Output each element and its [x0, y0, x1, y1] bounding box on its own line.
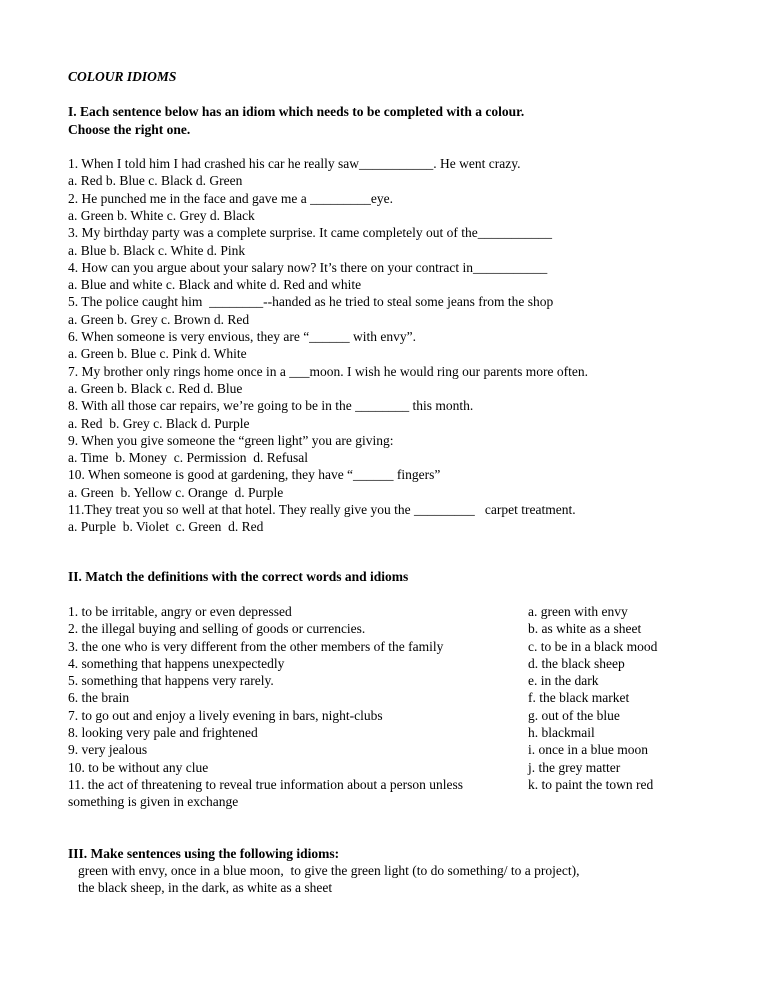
- section3-heading: III. Make sentences using the following idioms:: [68, 846, 340, 861]
- definition-item: 10. to be without any clue: [68, 759, 209, 775]
- definition-item: 8. looking very pale and frightened: [68, 725, 258, 741]
- definition-item: 6. the brain: [68, 690, 130, 706]
- idiom-item: f. the black market: [528, 690, 630, 706]
- question-11: 11.They treat you so well at that hotel. They really give you the _________ carpet treatment.: [68, 502, 576, 517]
- options-2: a. Green b. White c. Grey d. Black: [68, 207, 255, 223]
- definition-item: 4. something that happens unexpectedly: [68, 655, 285, 671]
- definition-item: 3. the one who is very different from the other members of the family: [68, 638, 444, 654]
- question-6: 6. When someone is very envious, they are “______ with envy”.: [68, 329, 417, 344]
- question-4: 4. How can you argue about your salary now? It’s there on your contract in___________: [68, 259, 548, 275]
- section1-heading-line1: I. Each sentence below has an idiom which needs to be completed with a colour.: [68, 104, 525, 119]
- section1-heading-line2: Choose the right one.: [68, 122, 191, 137]
- idiom-item: j. the grey matter: [528, 759, 621, 775]
- options-6: a. Green b. Blue c. Pink d. White: [68, 346, 247, 362]
- question-10: 10. When someone is good at gardening, they have “______ fingers”: [68, 467, 441, 483]
- options-10: a. Green b. Yellow c. Orange d. Purple: [68, 484, 284, 500]
- idiom-list-line2: the black sheep, in the dark, as white as a sheet: [78, 880, 333, 896]
- question-7: 7. My brother only rings home once in a ___moon. I wish he would ring our parents more often.: [68, 363, 589, 379]
- idioms-list: [528, 603, 748, 793]
- idiom-item: b. as white as a sheet: [528, 621, 642, 637]
- question-1: 1. When I told him I had crashed his car he really saw___________. He went crazy.: [68, 156, 521, 171]
- options-8: a. Red b. Grey c. Black d. Purple: [68, 415, 250, 431]
- question-9: 9. When you give someone the “green light” you are giving:: [68, 432, 394, 448]
- definition-item: 2. the illegal buying and selling of goods or currencies.: [68, 621, 366, 637]
- idiom-item: k. to paint the town red: [528, 776, 654, 792]
- idiom-item: e. in the dark: [528, 673, 599, 689]
- idiom-item: h. blackmail: [528, 725, 595, 741]
- options-11: a. Purple b. Violet c. Green d. Red: [68, 519, 264, 535]
- section2-heading: II. Match the definitions with the correct words and idioms: [68, 569, 409, 584]
- idiom-list-line1: green with envy, once in a blue moon, to give the green light (to do something/ to a project),: [78, 863, 580, 878]
- definition-item: 5. something that happens very rarely.: [68, 673, 274, 689]
- options-7: a. Green b. Black c. Red d. Blue: [68, 380, 243, 396]
- page-title: COLOUR IDIOMS: [68, 69, 177, 84]
- question-2: 2. He punched me in the face and gave me a _________eye.: [68, 190, 394, 206]
- question-5: 5. The police caught him ________--handed as he tried to steal some jeans from the shop: [68, 294, 554, 310]
- definition-item: 1. to be irritable, angry or even depressed: [68, 604, 292, 619]
- options-3: a. Blue b. Black c. White d. Pink: [68, 242, 246, 258]
- options-1: a. Red b. Blue c. Black d. Green: [68, 173, 243, 189]
- question-3: 3. My birthday party was a complete surprise. It came completely out of the___________: [68, 225, 553, 241]
- question-8: 8. With all those car repairs, we’re going to be in the ________ this month.: [68, 398, 474, 414]
- idiom-item: i. once in a blue moon: [528, 742, 648, 758]
- options-5: a. Green b. Grey c. Brown d. Red: [68, 311, 250, 327]
- definition-item: 9. very jealous: [68, 742, 148, 758]
- idiom-item: c. to be in a black mood: [528, 638, 658, 654]
- options-4: a. Blue and white c. Black and white d. Red and white: [68, 277, 362, 293]
- idiom-item: d. the black sheep: [528, 655, 625, 671]
- definitions-list: [68, 603, 508, 811]
- options-9: a. Time b. Money c. Permission d. Refusal: [68, 450, 308, 466]
- definition-item: 11. the act of threatening to reveal true information about a person unless something is given in exchange: [68, 776, 463, 810]
- definition-item: 7. to go out and enjoy a lively evening in bars, night-clubs: [68, 707, 383, 723]
- idiom-item: g. out of the blue: [528, 707, 620, 723]
- idiom-item: a. green with envy: [528, 604, 628, 619]
